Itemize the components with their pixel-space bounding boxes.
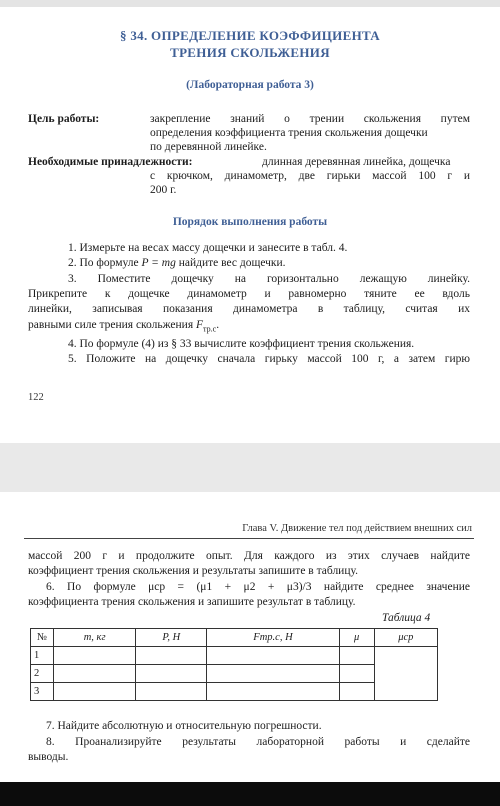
section-title-line1: § 34. ОПРЕДЕЛЕНИЕ КОЭФФИЦИЕНТА: [120, 28, 380, 43]
chapter-running-header: Глава V. Движение тел под действием внешних сил: [242, 523, 472, 534]
continued-text-line2: коэффициент трения скольжения и результаты запишите в таблицу.: [28, 565, 358, 577]
step-2-suffix: найдите вес дощечки.: [178, 257, 286, 269]
step-8-line1: 8. Проанализируйте результаты лабораторной работы и сделайте: [46, 736, 470, 748]
table-cell: [339, 683, 374, 701]
table-cell: [54, 665, 136, 683]
step-3-line3: линейки, записывая показания динамометра в таблицу, считая их: [28, 303, 470, 315]
goal-text-line2: определения коэффициента трения скольжения дощечки: [150, 127, 428, 139]
table-header-cell: P, Н: [136, 629, 207, 647]
step-3-line1: 3. Поместите дощечку на горизонтально лежащую линейку.: [68, 273, 470, 285]
step-6-line2: коэффициента трения скольжения и запишите результат в таблицу.: [28, 596, 356, 608]
table-cell: [207, 683, 339, 701]
step-4: 4. По формуле (4) из § 33 вычислите коэффициент трения скольжения.: [68, 338, 415, 350]
table-row: [31, 647, 438, 665]
procedure-heading: Порядок выполнения работы: [172, 216, 328, 228]
equipment-text-line3: 200 г.: [150, 184, 177, 196]
top-edge-bar: [0, 0, 500, 7]
step-7: 7. Найдите абсолютную и относительную погрешности.: [46, 720, 322, 732]
table-cell: [339, 647, 374, 665]
table-header-row: [31, 629, 438, 647]
equipment-text-line1: длинная деревянная линейка, дощечка: [262, 156, 451, 168]
row-number: 3: [31, 683, 54, 701]
continued-text-line1: массой 200 г и продолжите опыт. Для каждого из этих случаев найдите: [28, 550, 470, 562]
table-cell: [207, 665, 339, 683]
step-3-line4-end: .: [216, 319, 220, 331]
table-cell: [207, 647, 339, 665]
step-2-formula: P = mg: [141, 257, 176, 269]
step-6-line1: 6. По формуле μср = (μ1 + μ2 + μ3)/3 найдите среднее значение: [46, 581, 470, 593]
step-8-line2: выводы.: [28, 751, 69, 763]
table-cell: [136, 683, 207, 701]
table-cell: [136, 647, 207, 665]
table-caption: Таблица 4: [382, 612, 431, 624]
goal-label: Цель работы:: [28, 113, 100, 125]
step-3-line4: [28, 318, 219, 336]
lab-work-label: (Лабораторная работа 3): [186, 79, 314, 91]
table-header-cell: μср: [374, 629, 437, 647]
table-cell: [54, 683, 136, 701]
friction-force-subscript: тр.с: [203, 324, 217, 334]
step-5: 5. Положите на дощечку сначала гирьку массой 100 г, а затем гирю: [68, 353, 470, 365]
table-header-cell: Fтр.с, Н: [207, 629, 339, 647]
table-cell: [374, 647, 437, 701]
table-header-cell: μ: [339, 629, 374, 647]
table-cell: [54, 647, 136, 665]
table-header-cell: m, кг: [54, 629, 136, 647]
step-2-prefix: 2. По формуле: [68, 257, 139, 269]
bottom-edge-bar: [0, 782, 500, 806]
row-number: 1: [31, 647, 54, 665]
row-number: 2: [31, 665, 54, 683]
step-1: 1. Измерьте на весах массу дощечки и занесите в табл. 4.: [68, 242, 348, 254]
table-cell: [339, 665, 374, 683]
table-header-cell: №: [31, 629, 54, 647]
page-gap: [0, 443, 500, 492]
goal-text-line3: по деревянной линейке.: [150, 141, 267, 153]
step-3-line4-text: равными силе трения скольжения: [28, 319, 194, 331]
step-3-line2: Прикрепите к дощечке динамометр и равномерно тяните ее вдоль: [28, 288, 470, 300]
results-table: [30, 628, 438, 701]
equipment-label: Необходимые принадлежности:: [28, 156, 193, 168]
section-title-line2: ТРЕНИЯ СКОЛЬЖЕНИЯ: [170, 45, 330, 60]
equipment-text-line2: с крючком, динамометр, две гирьки массой 100 г и: [150, 170, 470, 182]
page-number: 122: [28, 392, 44, 403]
friction-force-symbol: F: [196, 319, 204, 331]
header-rule: [24, 538, 474, 539]
table-cell: [136, 665, 207, 683]
step-2: [68, 256, 286, 270]
goal-text-line1: закрепление знаний о трении скольжения путем: [150, 113, 470, 125]
